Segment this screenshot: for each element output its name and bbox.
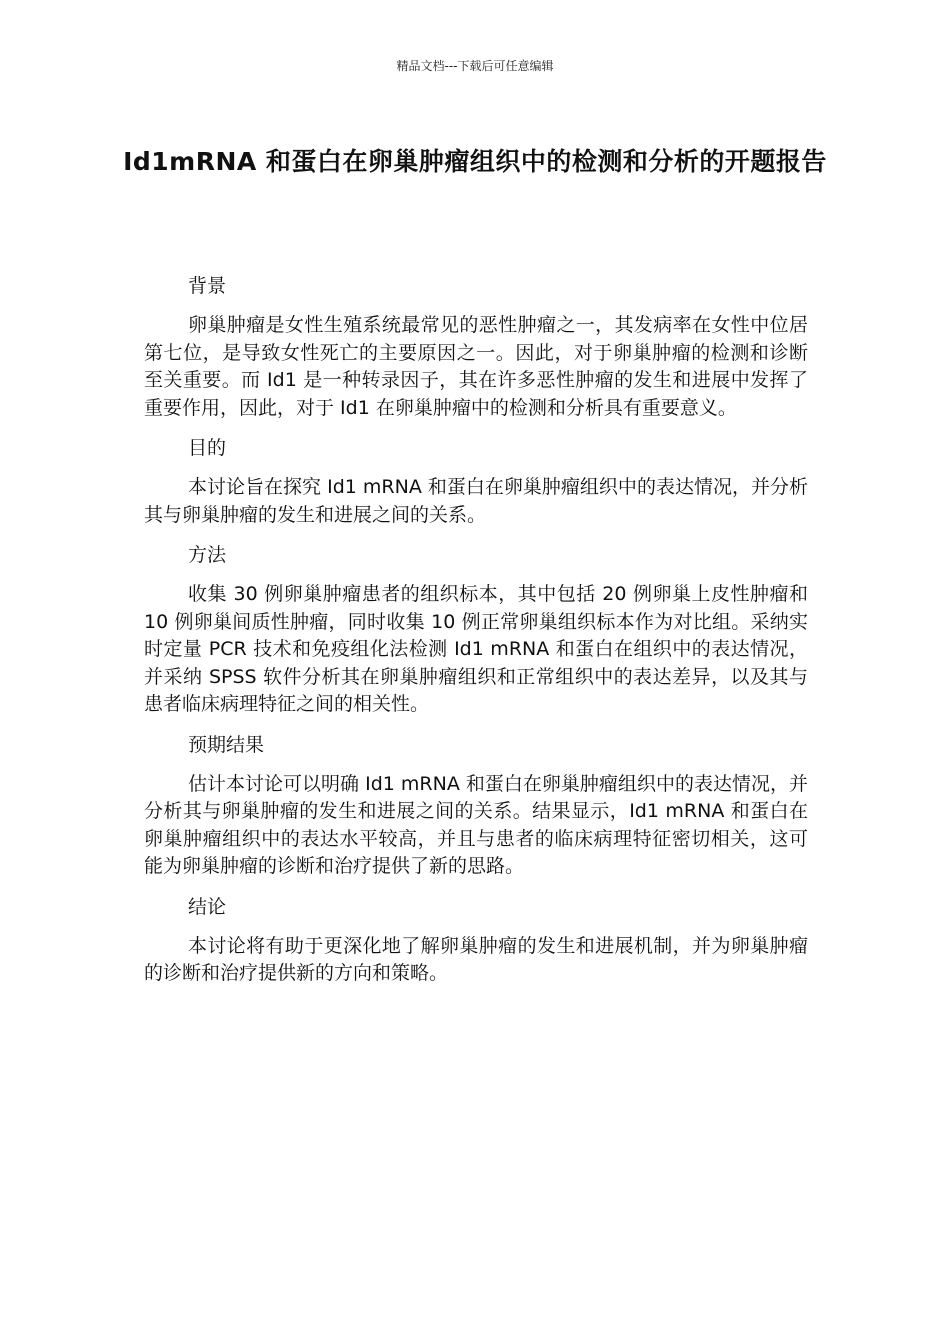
section-heading: 结论 bbox=[188, 895, 227, 918]
section-background bbox=[144, 272, 808, 422]
section-paragraph: 卵巢肿瘤是女性生殖系统最常见的恶性肿瘤之一，其发病率在女性中位居第七位，是导致女性死亡的主要原因之一。因此，对于卵巢肿瘤的检测和诊断至关重要。而 Id1 是一种转录因子，其在许多恶性肿瘤的发生和进展中发挥了重要作用，因此，对于 Id1 在卵巢肿瘤中的检测和分析具有重要意义。 bbox=[144, 314, 808, 419]
section-objective bbox=[144, 434, 808, 529]
section-conclusion bbox=[144, 893, 808, 988]
section-paragraph: 估计本讨论可以明确 Id1 mRNA 和蛋白在卵巢肿瘤组织中的表达情况，并分析其与卵巢肿瘤的发生和进展之间的关系。结果显示，Id1 mRNA 和蛋白在卵巢肿瘤组织中的表达水平较高，并且与患者的临床病理特征密切相关，这可能为卵巢肿瘤的诊断和治疗提供了新的思路。 bbox=[144, 772, 808, 877]
section-paragraph: 本讨论将有助于更深化地了解卵巢肿瘤的发生和进展机制，并为卵巢肿瘤的诊断和治疗提供新的方向和策略。 bbox=[144, 934, 808, 984]
document-title: Id1mRNA 和蛋白在卵巢肿瘤组织中的检测和分析的开题报告 bbox=[123, 147, 827, 176]
section-heading: 预期结果 bbox=[188, 733, 265, 756]
section-heading: 目的 bbox=[188, 437, 227, 459]
section-paragraph: 收集 30 例卵巢肿瘤患者的组织标本，其中包括 20 例卵巢上皮性肿瘤和 10 例卵巢间质性肿瘤，同时收集 10 例正常卵巢组织标本作为对比组。采纳实时定量 PCR 技术和免疫组化法检测 Id1 mRNA 和蛋白在组织中的表达情况，并采纳 SPSS 软件分析其在卵巢肿瘤组织和正常组织中的表达差异，以及其与患者临床病理特征之间的相关性。 bbox=[144, 583, 808, 715]
document-body bbox=[144, 272, 808, 1000]
section-methods bbox=[144, 541, 808, 719]
section-paragraph: 本讨论旨在探究 Id1 mRNA 和蛋白在卵巢肿瘤组织中的表达情况，并分析其与卵巢肿瘤的发生和进展之间的关系。 bbox=[144, 476, 808, 526]
header-note: 精品文档---下载后可任意编辑 bbox=[396, 59, 554, 73]
section-heading: 背景 bbox=[188, 275, 227, 297]
section-heading: 方法 bbox=[188, 544, 227, 566]
section-expected-results bbox=[144, 731, 808, 881]
